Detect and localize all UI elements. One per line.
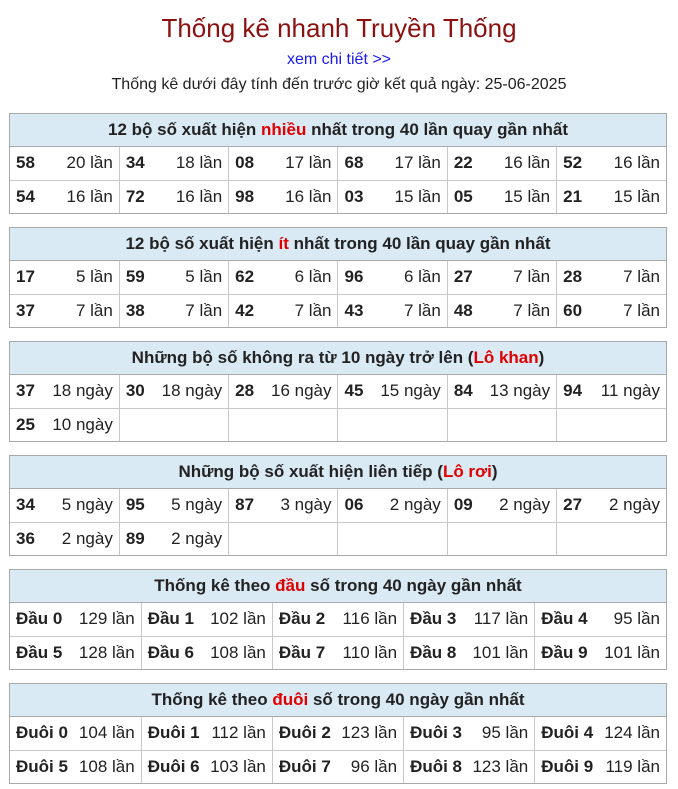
cell-count: 2 ngày bbox=[61, 528, 113, 548]
cell-number: Đuôi 0 bbox=[16, 723, 68, 743]
table-row bbox=[10, 375, 666, 408]
table-cell bbox=[119, 408, 228, 441]
cell-number: 37 bbox=[16, 300, 35, 320]
table-cell bbox=[338, 261, 447, 294]
cell-count: 129 lần bbox=[78, 609, 135, 629]
table-cell bbox=[557, 408, 666, 441]
table-cell bbox=[447, 408, 556, 441]
section-duoi-stats bbox=[9, 683, 667, 784]
section-header-text: Thống kê theo bbox=[151, 690, 273, 709]
cell-number: Đầu 9 bbox=[541, 642, 588, 662]
cell-number: 43 bbox=[344, 300, 364, 320]
detail-link-wrap bbox=[0, 50, 678, 70]
cell-number: 34 bbox=[125, 153, 145, 173]
table-cell bbox=[141, 750, 272, 783]
table-row bbox=[10, 180, 666, 213]
cell-count: 16 lần bbox=[503, 153, 551, 173]
cell-number: 54 bbox=[16, 186, 35, 206]
table-cell bbox=[141, 603, 272, 636]
cell-count: 96 lần bbox=[350, 756, 398, 776]
section-most-frequent bbox=[9, 113, 667, 214]
cell-count: 5 ngày bbox=[171, 495, 223, 515]
section-header-text: ) bbox=[538, 348, 545, 367]
cell-count: 5 lần bbox=[185, 267, 223, 287]
table-cell bbox=[404, 750, 535, 783]
cell-number: 27 bbox=[563, 495, 583, 515]
cell-count: 2 ngày bbox=[171, 528, 223, 548]
cell-number: Đuôi 4 bbox=[541, 723, 594, 743]
section-header-text: Những bộ số không ra từ 10 ngày trở lên ( bbox=[131, 348, 474, 367]
section-header-text: số trong 40 ngày gần nhất bbox=[305, 576, 522, 595]
table-cell bbox=[272, 603, 403, 636]
cell-count: 17 lần bbox=[394, 153, 441, 173]
section-header-text: 12 bộ số xuất hiện bbox=[125, 234, 279, 253]
cell-count: 16 lần bbox=[66, 186, 113, 206]
cell-count: 2 ngày bbox=[389, 495, 441, 515]
table-row bbox=[10, 408, 666, 441]
cell-number: Đuôi 5 bbox=[16, 756, 68, 776]
table-row bbox=[10, 603, 666, 636]
table-cell bbox=[535, 717, 666, 750]
cell-count: 110 lần bbox=[342, 642, 398, 662]
table-cell bbox=[10, 717, 141, 750]
stats-table bbox=[10, 261, 666, 327]
cell-count: 123 lần bbox=[341, 723, 398, 743]
cell-number: 06 bbox=[344, 495, 364, 515]
table-cell bbox=[10, 489, 119, 522]
table-cell bbox=[338, 147, 447, 180]
table-cell bbox=[229, 180, 338, 213]
table-row bbox=[10, 750, 666, 783]
cell-number: 38 bbox=[125, 300, 145, 320]
section-header-text: ) bbox=[491, 462, 498, 481]
cell-number: 89 bbox=[125, 528, 145, 548]
cell-number: 09 bbox=[453, 495, 473, 515]
cell-count: 2 ngày bbox=[499, 495, 551, 515]
cell-number: 52 bbox=[563, 153, 583, 173]
table-cell bbox=[557, 147, 666, 180]
detail-link[interactable]: xem chi tiết >> bbox=[286, 51, 392, 68]
section-least-frequent bbox=[9, 227, 667, 328]
cell-count: 117 lần bbox=[473, 609, 529, 629]
cell-number: 98 bbox=[235, 186, 255, 206]
cell-count: 116 lần bbox=[342, 609, 398, 629]
table-cell bbox=[10, 294, 119, 327]
cell-number: 42 bbox=[235, 300, 255, 320]
cell-count: 16 ngày bbox=[270, 381, 332, 401]
section-lo-khan bbox=[9, 341, 667, 442]
cell-number: 28 bbox=[235, 381, 255, 401]
table-cell bbox=[404, 636, 535, 669]
table-cell bbox=[338, 294, 447, 327]
table-cell bbox=[119, 180, 228, 213]
cell-number: 08 bbox=[235, 153, 255, 173]
section-header-highlight: ít bbox=[278, 234, 289, 253]
cell-count: 101 lần bbox=[604, 642, 660, 662]
table-cell bbox=[119, 261, 228, 294]
cell-count: 20 lần bbox=[66, 153, 113, 173]
cell-number: 94 bbox=[563, 381, 583, 401]
cell-count: 103 lần bbox=[210, 756, 266, 776]
cell-count: 18 lần bbox=[175, 153, 223, 173]
table-cell bbox=[557, 375, 666, 408]
table-cell bbox=[404, 717, 535, 750]
cell-number: Đuôi 7 bbox=[278, 756, 331, 776]
section-header-text: 12 bộ số xuất hiện bbox=[107, 120, 262, 139]
table-cell bbox=[10, 522, 119, 555]
table-cell bbox=[141, 636, 272, 669]
cell-number: 36 bbox=[16, 528, 35, 548]
table-cell bbox=[229, 261, 338, 294]
table-cell bbox=[447, 147, 556, 180]
table-cell bbox=[338, 180, 447, 213]
table-cell bbox=[10, 636, 141, 669]
cell-count: 108 lần bbox=[210, 642, 266, 662]
table-cell bbox=[557, 489, 666, 522]
table-cell bbox=[535, 750, 666, 783]
table-cell bbox=[557, 522, 666, 555]
stats-table bbox=[10, 603, 666, 669]
cell-number: 03 bbox=[344, 186, 364, 206]
stats-table bbox=[10, 375, 666, 441]
cell-count: 124 lần bbox=[604, 723, 660, 743]
table-cell bbox=[141, 717, 272, 750]
cell-count: 16 lần bbox=[285, 186, 332, 206]
table-cell bbox=[119, 375, 228, 408]
table-cell bbox=[119, 294, 228, 327]
cell-count: 102 lần bbox=[210, 609, 266, 629]
table-row bbox=[10, 489, 666, 522]
cell-count: 18 ngày bbox=[52, 381, 113, 401]
cell-count: 7 lần bbox=[403, 300, 441, 320]
cell-count: 18 ngày bbox=[161, 381, 223, 401]
table-cell bbox=[229, 294, 338, 327]
cell-number: 58 bbox=[16, 153, 35, 173]
table-cell bbox=[535, 603, 666, 636]
table-cell bbox=[272, 636, 403, 669]
cell-count: 6 lần bbox=[403, 267, 441, 287]
table-row bbox=[10, 147, 666, 180]
stats-table bbox=[10, 147, 666, 213]
section-header-text: Thống kê theo bbox=[154, 576, 276, 595]
table-cell bbox=[338, 489, 447, 522]
table-cell bbox=[229, 375, 338, 408]
cell-number: Đầu 6 bbox=[147, 642, 194, 662]
cell-count: 95 lần bbox=[481, 723, 529, 743]
cell-number: 27 bbox=[453, 267, 473, 287]
section-header bbox=[10, 342, 666, 375]
table-cell bbox=[447, 375, 556, 408]
cell-number: Đầu 4 bbox=[541, 609, 588, 629]
table-cell bbox=[119, 489, 228, 522]
cell-count: 7 lần bbox=[623, 300, 660, 320]
cell-count: 104 lần bbox=[78, 723, 135, 743]
cell-count: 7 lần bbox=[294, 300, 332, 320]
table-cell bbox=[10, 375, 119, 408]
cell-number: 05 bbox=[453, 186, 473, 206]
table-row bbox=[10, 294, 666, 327]
cell-number: 62 bbox=[235, 267, 255, 287]
cell-count: 2 ngày bbox=[608, 495, 660, 515]
table-cell bbox=[119, 147, 228, 180]
cell-count: 7 lần bbox=[623, 267, 660, 287]
cell-count: 119 lần bbox=[605, 756, 660, 776]
table-cell bbox=[10, 147, 119, 180]
table-row bbox=[10, 261, 666, 294]
cell-number: 25 bbox=[16, 414, 35, 434]
table-cell bbox=[338, 375, 447, 408]
cell-number: 37 bbox=[16, 381, 35, 401]
cell-count: 15 lần bbox=[503, 186, 551, 206]
cell-number: Đầu 5 bbox=[16, 642, 63, 662]
cell-number: Đầu 0 bbox=[16, 609, 63, 629]
cell-count: 3 ngày bbox=[280, 495, 332, 515]
cell-count: 16 lần bbox=[613, 153, 660, 173]
cell-count: 108 lần bbox=[78, 756, 135, 776]
table-cell bbox=[404, 603, 535, 636]
cell-number: Đuôi 8 bbox=[410, 756, 463, 776]
cell-number: 21 bbox=[563, 186, 583, 206]
cell-count: 7 lần bbox=[513, 300, 551, 320]
cell-number: 87 bbox=[235, 495, 255, 515]
cell-number: Đầu 1 bbox=[147, 609, 194, 629]
table-cell bbox=[557, 261, 666, 294]
table-cell bbox=[338, 408, 447, 441]
section-header-text: Những bộ số xuất hiện liên tiếp ( bbox=[178, 462, 443, 481]
page-title: Thống kê nhanh Truyền Thống bbox=[161, 13, 517, 43]
cell-number: 30 bbox=[125, 381, 145, 401]
cell-number: 59 bbox=[125, 267, 145, 287]
section-header bbox=[10, 684, 666, 717]
table-cell bbox=[557, 180, 666, 213]
cell-count: 13 ngày bbox=[489, 381, 551, 401]
cell-number: 60 bbox=[563, 300, 583, 320]
cell-number: 17 bbox=[16, 267, 35, 287]
cell-count: 17 lần bbox=[285, 153, 332, 173]
cell-count: 101 lần bbox=[472, 642, 529, 662]
cell-count: 15 lần bbox=[394, 186, 441, 206]
table-cell bbox=[272, 750, 403, 783]
cell-count: 6 lần bbox=[294, 267, 332, 287]
cell-count: 16 lần bbox=[175, 186, 223, 206]
cell-number: 84 bbox=[453, 381, 473, 401]
table-cell bbox=[10, 180, 119, 213]
cell-number: Đầu 7 bbox=[278, 642, 326, 662]
table-cell bbox=[229, 147, 338, 180]
section-dau-stats bbox=[9, 569, 667, 670]
page-subtitle: Thống kê dưới đây tính đến trước giờ kết quả ngày: 25-06-2025 bbox=[111, 76, 567, 93]
table-cell bbox=[338, 522, 447, 555]
table-row bbox=[10, 636, 666, 669]
table-cell bbox=[10, 750, 141, 783]
table-cell bbox=[447, 522, 556, 555]
cell-number: 45 bbox=[344, 381, 364, 401]
section-header-text: số trong 40 ngày gần nhất bbox=[308, 690, 525, 709]
cell-number: 48 bbox=[453, 300, 473, 320]
table-cell bbox=[272, 717, 403, 750]
cell-count: 15 lần bbox=[613, 186, 660, 206]
cell-count: 10 ngày bbox=[52, 414, 113, 434]
table-cell bbox=[557, 294, 666, 327]
cell-count: 112 lần bbox=[211, 723, 266, 743]
cell-number: 95 bbox=[125, 495, 145, 515]
table-cell bbox=[535, 636, 666, 669]
cell-count: 15 ngày bbox=[380, 381, 441, 401]
section-header bbox=[10, 570, 666, 603]
cell-number: Đuôi 6 bbox=[147, 756, 200, 776]
cell-count: 95 lần bbox=[613, 609, 660, 629]
cell-number: 72 bbox=[125, 186, 145, 206]
section-header-highlight: đuôi bbox=[272, 690, 309, 709]
table-cell bbox=[447, 261, 556, 294]
section-header-highlight: đầu bbox=[275, 576, 306, 595]
cell-count: 7 lần bbox=[75, 300, 113, 320]
table-cell bbox=[229, 522, 338, 555]
cell-number: Đầu 8 bbox=[410, 642, 457, 662]
cell-count: 7 lần bbox=[185, 300, 223, 320]
section-header-highlight: nhiều bbox=[261, 120, 307, 139]
stats-table bbox=[10, 717, 666, 783]
table-cell bbox=[119, 522, 228, 555]
section-header bbox=[10, 456, 666, 489]
cell-count: 123 lần bbox=[472, 756, 529, 776]
section-lo-roi bbox=[9, 455, 667, 556]
table-cell bbox=[10, 261, 119, 294]
table-cell bbox=[447, 489, 556, 522]
table-cell bbox=[10, 603, 141, 636]
cell-number: Đầu 3 bbox=[410, 609, 457, 629]
section-header-highlight: Lô rơi bbox=[442, 462, 492, 481]
cell-number: 34 bbox=[16, 495, 35, 515]
table-row bbox=[10, 522, 666, 555]
cell-number: Đuôi 2 bbox=[278, 723, 331, 743]
table-row bbox=[10, 717, 666, 750]
cell-number: Đuôi 9 bbox=[541, 756, 594, 776]
cell-number: Đuôi 3 bbox=[410, 723, 463, 743]
table-cell bbox=[447, 180, 556, 213]
table-cell bbox=[229, 408, 338, 441]
cell-count: 7 lần bbox=[513, 267, 551, 287]
cell-number: 28 bbox=[563, 267, 583, 287]
cell-count: 11 ngày bbox=[600, 381, 660, 401]
section-header-highlight: Lô khan bbox=[473, 348, 539, 367]
table-cell bbox=[10, 408, 119, 441]
section-header-text: nhất trong 40 lần quay gần nhất bbox=[288, 234, 551, 253]
cell-number: Đuôi 1 bbox=[147, 723, 200, 743]
cell-count: 128 lần bbox=[78, 642, 135, 662]
table-cell bbox=[447, 294, 556, 327]
section-header bbox=[10, 114, 666, 147]
section-header bbox=[10, 228, 666, 261]
table-cell bbox=[229, 489, 338, 522]
cell-number: 96 bbox=[344, 267, 364, 287]
cell-number: Đầu 2 bbox=[278, 609, 326, 629]
cell-count: 5 ngày bbox=[61, 495, 113, 515]
section-header-text: nhất trong 40 lần quay gần nhất bbox=[306, 120, 569, 139]
cell-number: 22 bbox=[453, 153, 473, 173]
cell-number: 68 bbox=[344, 153, 364, 173]
cell-count: 5 lần bbox=[75, 267, 113, 287]
stats-table bbox=[10, 489, 666, 555]
